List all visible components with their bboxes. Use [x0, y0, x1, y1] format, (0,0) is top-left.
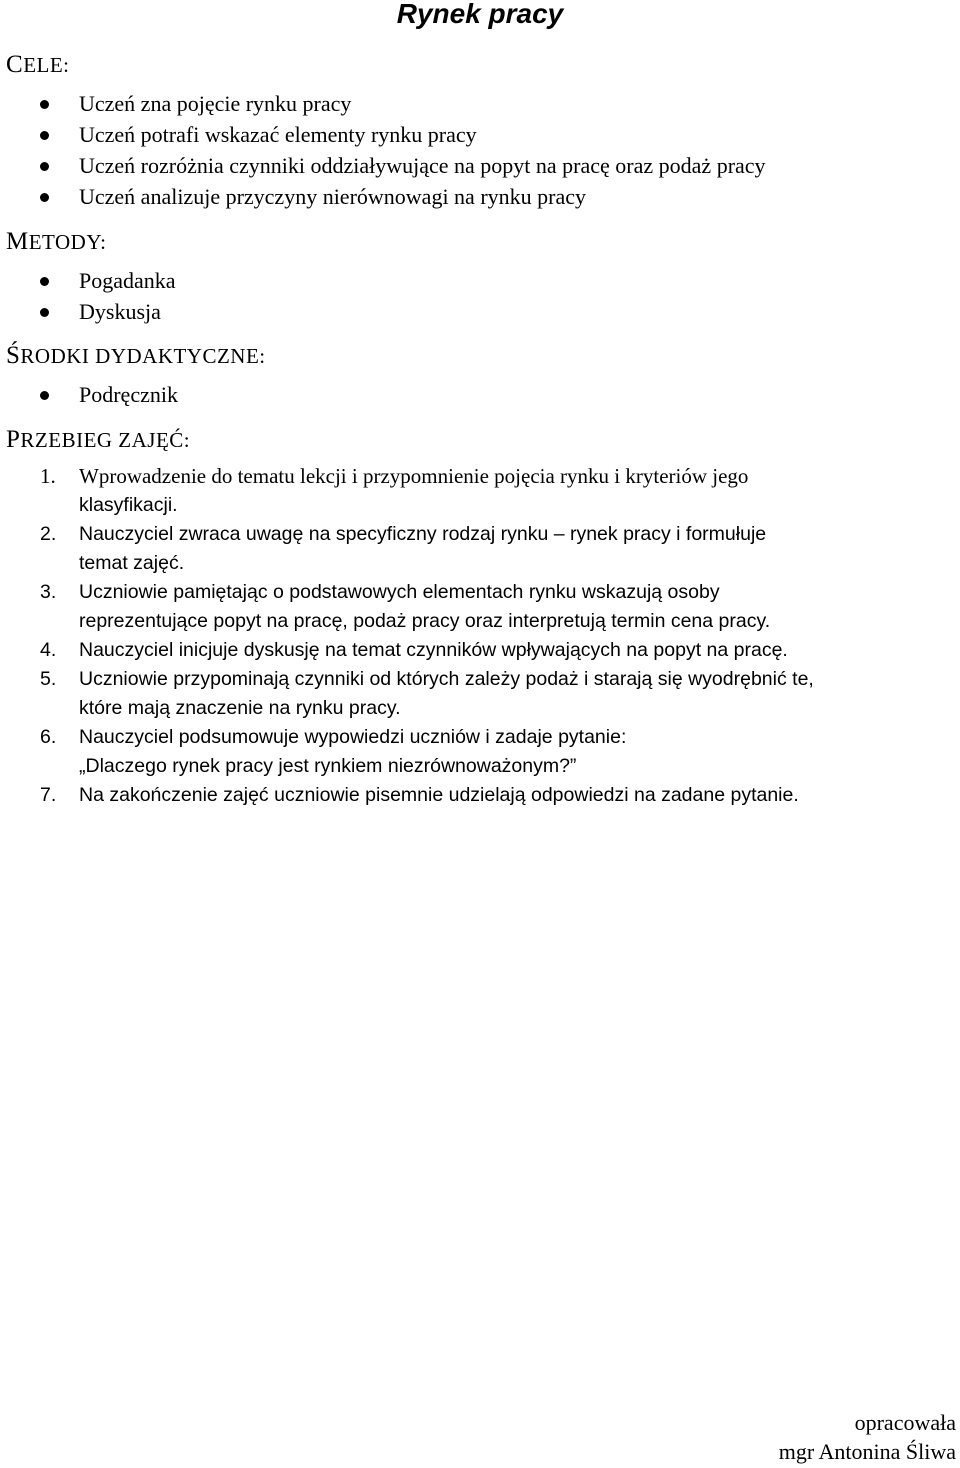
- bullet-icon: [40, 277, 49, 286]
- bullet-icon: [40, 162, 49, 171]
- bullet-icon: [40, 100, 49, 109]
- bullet-icon: [40, 193, 49, 202]
- section-heading-cele: CELE:: [6, 51, 70, 78]
- bullet-icon: [40, 308, 49, 317]
- author-name: mgr Antonina Śliwa: [778, 1439, 956, 1464]
- bullet-icon: [40, 131, 49, 140]
- author-label: opracowała: [854, 1410, 956, 1435]
- document-title: Rynek pracy: [396, 0, 564, 29]
- bullet-icon: [40, 391, 49, 400]
- section-heading-metody: METODY:: [6, 228, 107, 255]
- section-heading-przebieg: PRZEBIEG ZAJĘĆ:: [6, 426, 191, 453]
- section-heading-srodki: ŚRODKI DYDAKTYCZNE:: [6, 342, 266, 369]
